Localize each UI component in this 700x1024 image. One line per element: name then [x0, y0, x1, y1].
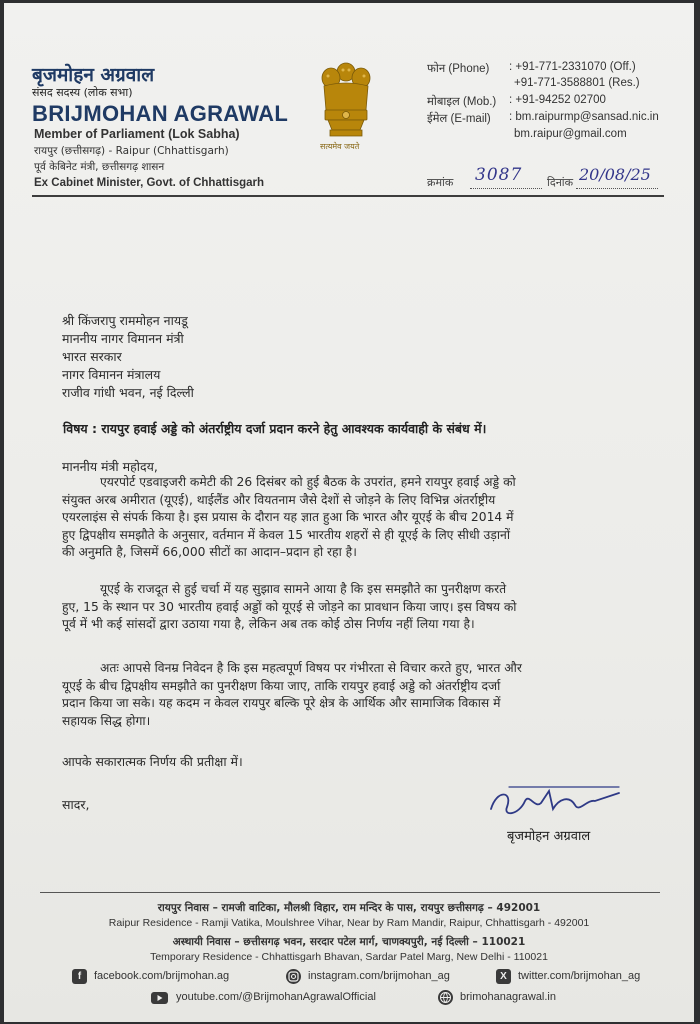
footer-divider — [40, 892, 660, 893]
mp-title-english: Member of Parliament (Lok Sabha) — [34, 127, 240, 141]
email-label: ईमेल (E-mail) — [427, 113, 491, 125]
phone-office: : +91-771-2331070 (Off.) — [509, 61, 636, 73]
letter-page — [4, 3, 694, 1022]
paragraph-line: यूएई के बीच द्विपक्षीय समझौते का पुनरीक्षण किया जाए, ताकि रायपुर हवाई अड्डे को अंतर्राष्ट्रीय दर्जा — [62, 678, 501, 693]
reference-label: क्रमांक — [427, 176, 454, 189]
twitter-link[interactable]: twitter.com/brijmohan_ag — [518, 970, 641, 982]
raipur-address-english: Raipur Residence - Ramji Vatika, Moulshree Vihar, Near by Ram Mandir, Raipur, Chhattisgarh - 492001 — [108, 917, 590, 929]
recipient-line: श्री किंजरापु राममोहन नायडू — [62, 313, 188, 328]
reference-number: 3087 — [475, 165, 523, 185]
emblem-motto: सत्यमेव जयते — [320, 142, 360, 151]
paragraph-line: हुए द्विपक्षीय समझौते के अनुसार, वर्तमान में केवल 15 भारतीय शहरों से ही यूएई के लिए सीधी उड़ानों — [62, 527, 511, 542]
name-hindi: बृजमोहन अग्रवाल — [32, 64, 155, 86]
recipient-line: नागर विमानन मंत्रालय — [62, 367, 161, 382]
instagram-link[interactable]: instagram.com/brijmohan_ag — [308, 970, 450, 982]
handwritten-signature — [479, 779, 629, 829]
instagram-icon — [286, 969, 301, 984]
recipient-line: भारत सरकार — [62, 349, 122, 364]
paragraph-line: की अनुमति है, जिसमें 66,000 सीटों का आदान–प्रदान हो रहा है। — [62, 545, 357, 559]
body-paragraph-2 — [62, 581, 666, 634]
paragraph-line: एयरलाइंस से संपर्क किया है। इस प्रयास के दौरान यह ज्ञात हुआ कि भारत और यूएई के बीच 2014 में — [62, 510, 514, 524]
paragraph-line: अतः आपसे विनम्र निवेदन है कि इस महत्वपूर्ण विषय पर गंभीरता से विचार करते हुए, भारत और — [100, 661, 522, 675]
recipient-line: माननीय नागर विमानन मंत्री — [62, 331, 184, 346]
raipur-address-hindi: रायपुर निवास – रामजी वाटिका, मौलश्री विहार, राम मन्दिर के पास, रायपुर छत्तीसगढ़ – 492001 — [157, 902, 541, 914]
paragraph-line: पूर्व में भी कई सांसदों द्वारा उठाया गया है, लेकिन अब तक कोई ठोस निर्णय नहीं लिया गया है। — [62, 617, 475, 631]
website-link[interactable]: brimohanagrawal.in — [460, 991, 556, 1003]
reference-dotted-line — [470, 188, 542, 189]
phone-label: फोन (Phone) — [427, 63, 490, 75]
delhi-address-english: Temporary Residence - Chhattisgarh Bhavan, Sardar Patel Marg, New Delhi - 110021 — [150, 951, 548, 963]
delhi-address-hindi: अस्थायी निवास – छत्तीसगढ़ भवन, सरदार पटेल मार्ग, चाणक्यपुरी, नई दिल्ली – 110021 — [172, 936, 526, 948]
name-english: BRIJMOHAN AGRAWAL — [32, 101, 289, 126]
mp-title-hindi: संसद सदस्य (लोक सभा) — [32, 86, 133, 99]
signatory-name: बृजमोहन अग्रवाल — [507, 829, 591, 844]
phone-residence: +91-771-3588801 (Res.) — [514, 77, 640, 89]
national-emblem-icon — [316, 58, 376, 154]
youtube-icon — [151, 992, 168, 1004]
paragraph-line: हुए, 15 के स्थान पर 30 भारतीय हवाई अड्डों को यूएई से जोड़ने का प्रावधान किया जाए। इस विषय को — [62, 599, 517, 614]
paragraph-line: यूएई के राजदूत से हुई चर्चा में यह सुझाव सामने आया है कि इस समझौते का पुनरीक्षण करते — [100, 582, 507, 596]
body-paragraph-3 — [62, 660, 666, 730]
email-primary: : bm.raipurmp@sansad.nic.in — [509, 111, 659, 123]
location-line: रायपुर (छत्तीसगढ़) - Raipur (Chhattisgarh) — [34, 145, 229, 157]
paragraph-line: प्रदान किया जा सके। यह कदम न केवल रायपुर बल्कि पूरे क्षेत्र के आर्थिक और सामाजिक विकास में — [62, 696, 501, 710]
subject-line: विषय : रायपुर हवाई अड्डे को अंतर्राष्ट्रीय दर्जा प्रदान करने हेतु आवश्यक कार्यवाही के संबंध में। — [63, 421, 487, 436]
mobile-number: : +91-94252 02700 — [509, 94, 606, 106]
paragraph-line: संयुक्त अरब अमीरात (यूएई), थाईलैंड और वियतनाम जैसे देशों से जोड़ने के लिए विभिन्न अंतर्राष्ट्रीय — [62, 492, 496, 507]
paragraph-line: एयरपोर्ट एडवाइजरी कमेटी की 26 दिसंबर को हुई बैठक के उपरांत, हमने रायपुर हवाई अड्डे को — [100, 475, 516, 489]
regards-line: सादर, — [62, 797, 90, 812]
facebook-link[interactable]: facebook.com/brijmohan.ag — [94, 970, 230, 982]
ex-minister-hindi: पूर्व केबिनेट मंत्री, छत्तीसगढ़ शासन — [34, 161, 165, 173]
ex-minister-english: Ex Cabinet Minister, Govt. of Chhattisgarh — [34, 177, 265, 189]
body-paragraph-1 — [62, 474, 666, 562]
date-dotted-line — [576, 188, 658, 189]
email-secondary: bm.raipur@gmail.com — [514, 128, 627, 140]
website-globe-icon — [438, 990, 453, 1005]
mobile-label: मोबाइल (Mob.) — [427, 96, 497, 108]
recipient-line: राजीव गांधी भवन, नई दिल्ली — [62, 385, 194, 400]
paragraph-line: सहायक सिद्ध होगा। — [62, 713, 151, 728]
facebook-icon: f — [72, 969, 87, 984]
closing-line: आपके सकारात्मक निर्णय की प्रतीक्षा में। — [62, 754, 243, 769]
salutation: माननीय मंत्री महोदय, — [62, 459, 158, 474]
youtube-link[interactable]: youtube.com/@BrijmohanAgrawalOfficial — [176, 991, 376, 1003]
date-value: 20/08/25 — [579, 165, 651, 184]
date-label: दिनांक — [547, 176, 574, 189]
twitter-x-icon: X — [496, 969, 511, 984]
header-divider — [32, 195, 664, 197]
